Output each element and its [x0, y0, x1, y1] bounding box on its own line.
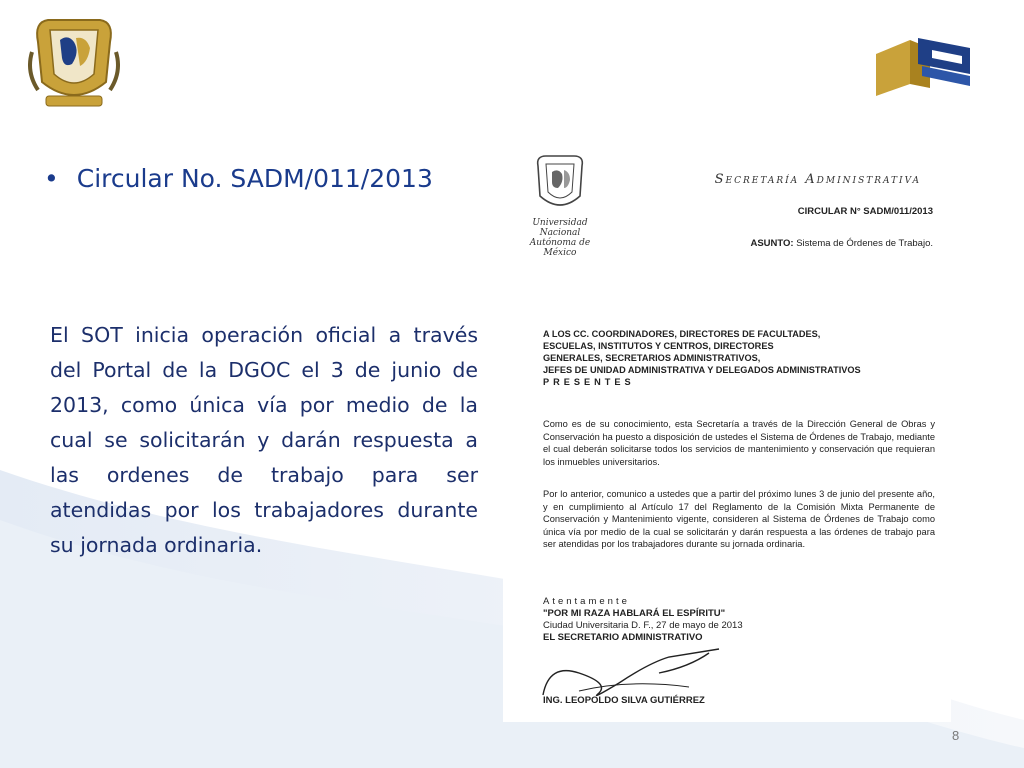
dgoc-logo-icon [870, 30, 980, 102]
department-heading: Secretaría Administrativa [714, 172, 921, 187]
recipients-block [543, 328, 933, 388]
recipients-line-4: JEFES DE UNIDAD ADMINISTRATIVA Y DELEGADOS ADMINISTRATIVOS [543, 365, 861, 375]
closing-place-date: Ciudad Universitaria D. F., 27 de mayo de 2013 [543, 620, 743, 631]
closing-motto: "POR MI RAZA HABLARÁ EL ESPÍRITU" [543, 608, 726, 619]
subject-label: ASUNTO: [750, 238, 794, 249]
unam-coat-of-arms-icon [28, 12, 120, 112]
seal-caption [517, 218, 603, 258]
subject-line [733, 238, 933, 250]
slide-body-text: El SOT inicia operación oficial a través del Portal de la DGOC el 3 de junio de 2013, como única vía por medio de la cual se solicitarán y darán respuesta a las ordenes de trabajo para ser atendidas por los trabajadores durante su jornada ordinaria. [50, 323, 478, 557]
seal-line-2: Autónoma de [529, 238, 591, 248]
seal-line-3: México [543, 248, 577, 258]
closing-atentamente: Atentamente [543, 596, 630, 607]
slide-title [44, 164, 433, 193]
unam-seal-icon [517, 152, 603, 262]
recipients-line-1: A LOS CC. COORDINADORES, DIRECTORES DE FACULTADES, [543, 329, 821, 339]
presentes-line: PRESENTES [543, 377, 635, 387]
document-paragraph-1: Como es de su conocimiento, esta Secretaría a través de la Dirección General de Obras y Conservación ha puesto a disposición de ustedes el Sistema de Órdenes de Trabajo, mediante el cual deberán solicitarse todos los servicios de mantenimiento y conservación que requieran los inmuebles universitarios. [543, 419, 935, 467]
subject-value: Sistema de Órdenes de Trabajo. [796, 238, 933, 249]
closing-block [543, 596, 903, 644]
document-paragraph-2: Por lo anterior, comunico a ustedes que a partir del próximo lunes 3 de junio del presente año, y en cumplimiento al Artículo 17 del Reglamento de la Comisión Mixta Permanente de Conservación y Mantenimiento vigente, consideren al Sistema de Órdenes de Trabajo como única vía por medio de la cual se solicitarán y darán respuesta a las órdenes de trabajo para ser atendidas por los trabajadores durante su jornada ordinaria. [543, 489, 935, 550]
recipients-line-3: GENERALES, SECRETARIOS ADMINISTRATIVOS, [543, 353, 761, 363]
bullet-point: • [44, 164, 59, 193]
seal-line-1: Universidad Nacional [532, 218, 588, 238]
circular-document [503, 138, 951, 722]
signer-name: ING. LEOPOLDO SILVA GUTIÉRREZ [543, 695, 705, 706]
circular-number: CIRCULAR N° SADM/011/2013 [797, 206, 933, 217]
recipients-line-2: ESCUELAS, INSTITUTOS Y CENTROS, DIRECTORES [543, 341, 774, 351]
signature-icon [539, 643, 739, 703]
page-number: 8 [952, 728, 960, 743]
slide-title-text: Circular No. SADM/011/2013 [76, 164, 433, 193]
closing-role: EL SECRETARIO ADMINISTRATIVO [543, 632, 703, 643]
